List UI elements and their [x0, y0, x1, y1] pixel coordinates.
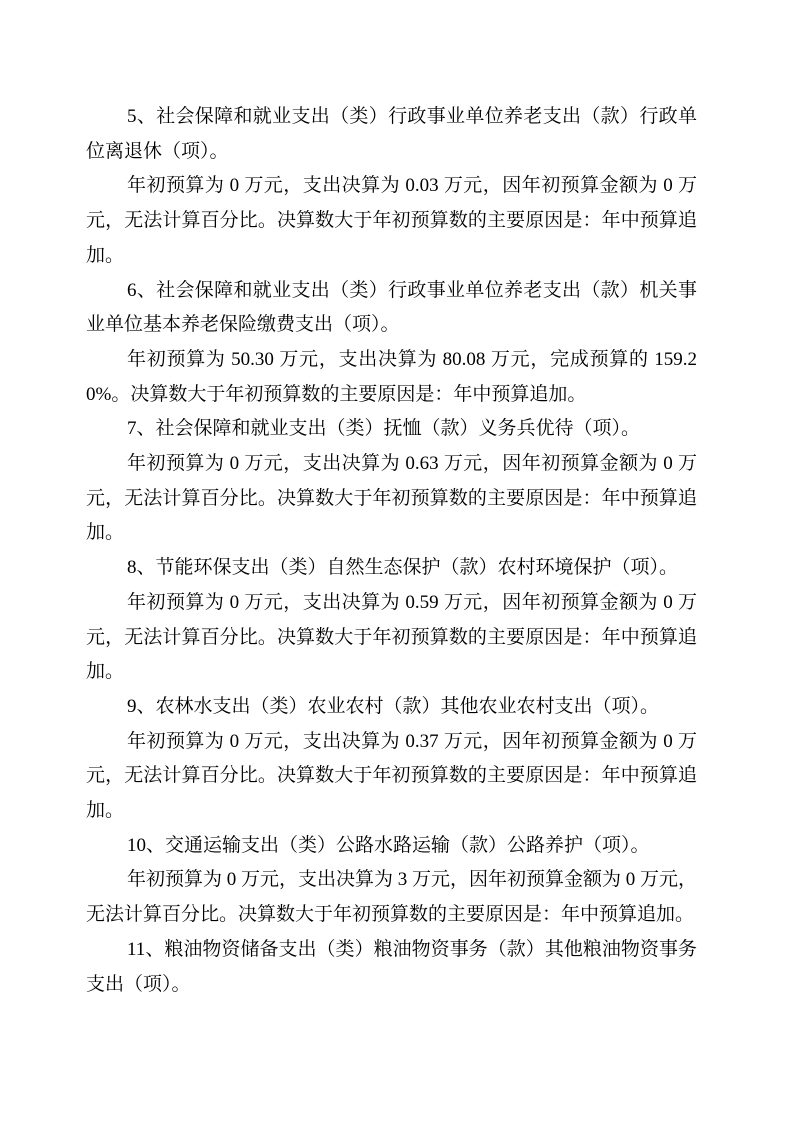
paragraph-item-9-title: 9、农林水支出（类）农业农村（款）其他农业农村支出（项）。 — [127, 695, 660, 717]
paragraph-item-10-explanation: 年初预算为 0 万元，支出决算为 3 万元，因年初预算金额为 0 万元，无法计算百分比。决算数大于年初预算数的主要原因是：年中预算追加。 — [86, 869, 698, 926]
paragraph-item-7-explanation: 年初预算为 0 万元，支出决算为 0.63 万元，因年初预算金额为 0 万元，无法计算百分比。决算数大于年初预算数的主要原因是：年中预算追加。 — [86, 453, 697, 544]
paragraph-item-6-explanation: 年初预算为 50.30 万元，支出决算为 80.08 万元，完成预算的 159.20%。决算数大于年初预算数的主要原因是：年中预算追加。 — [86, 348, 697, 405]
paragraph-item-8-explanation: 年初预算为 0 万元，支出决算为 0.59 万元，因年初预算金额为 0 万元，无法计算百分比。决算数大于年初预算数的主要原因是：年中预算追加。 — [86, 591, 697, 683]
paragraph-item-8-title: 8、节能环保支出（类）自然生态保护（款）农村环境保护（项）。 — [127, 557, 679, 579]
paragraph-item-9-explanation: 年初预算为 0 万元，支出决算为 0.37 万元，因年初预算金额为 0 万元，无法计算百分比。决算数大于年初预算数的主要原因是：年中预算追加。 — [86, 730, 697, 822]
paragraph-item-5-title: 5、社会保障和就业支出（类）行政事业单位养老支出（款）行政单位离退休（项）。 — [86, 106, 697, 162]
paragraph-item-11-title: 11、粮油物资储备支出（类）粮油物资事务（款）其他粮油物资事务支出（项）。 — [86, 938, 697, 995]
paragraph-item-5-explanation: 年初预算为 0 万元，支出决算为 0.03 万元，因年初预算金额为 0 万元，无法计算百分比。决算数大于年初预算数的主要原因是：年中预算追加。 — [86, 175, 697, 266]
paragraph-item-6-title: 6、社会保障和就业支出（类）行政事业单位养老支出（款）机关事业单位基本养老保险缴费支出（项）。 — [86, 279, 697, 336]
paragraph-item-10-title: 10、交通运输支出（类）公路水路运输（款）公路养护（项）。 — [127, 834, 650, 856]
paragraph-item-7-title: 7、社会保障和就业支出（类）抚恤（款）义务兵优待（项）。 — [127, 418, 641, 440]
